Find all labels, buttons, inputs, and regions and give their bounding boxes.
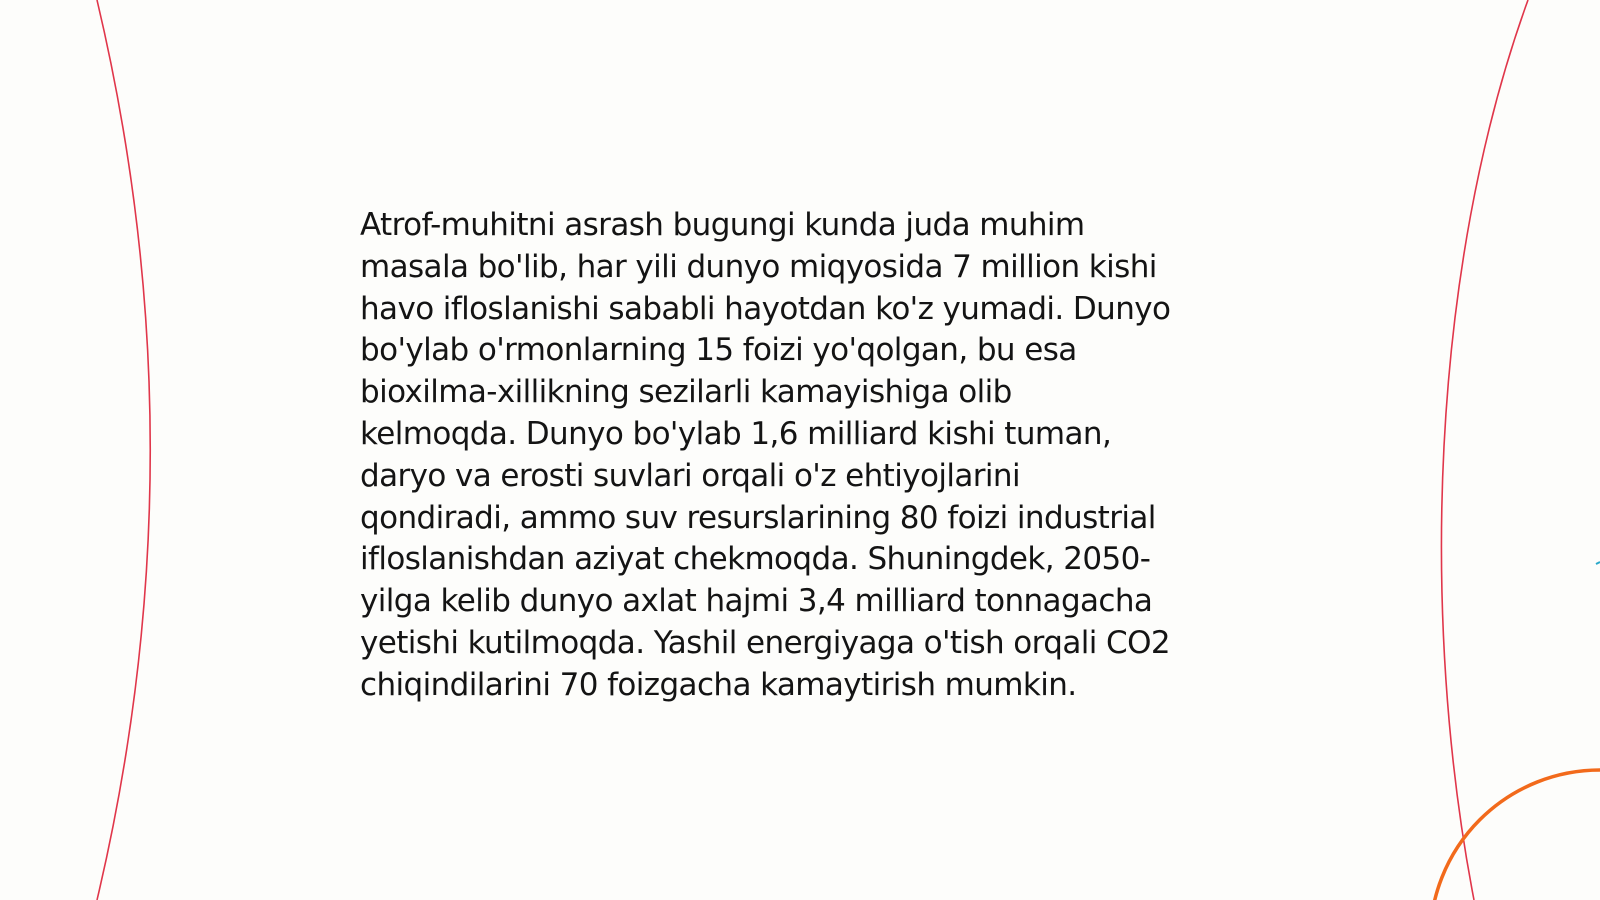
corner-orange-arc <box>1430 770 1600 900</box>
paragraph-line: bioxilma-xillikning sezilarli kamayishiga olib <box>360 374 1012 411</box>
paragraph-line: daryo va erosti suvlari orqali o'z ehtiyojlarini <box>360 457 1020 494</box>
edge-accent-mark <box>1596 562 1600 564</box>
paragraph-line: Atrof-muhitni asrash bugungi kunda juda muhim <box>360 207 1085 243</box>
body-paragraph <box>360 205 1260 707</box>
paragraph-line: kelmoqda. Dunyo bo'ylab 1,6 milliard kishi tuman, <box>360 415 1112 452</box>
paragraph-line: masala bo'lib, har yili dunyo miqyosida 7 million kishi <box>360 248 1157 285</box>
paragraph-line: havo ifloslanishi sababli hayotdan ko'z yumadi. Dunyo <box>360 290 1171 327</box>
paragraph-line: yilga kelib dunyo axlat hajmi 3,4 milliard tonnagacha <box>360 583 1153 620</box>
paragraph-line: chiqindilarini 70 foizgacha kamaytirish mumkin. <box>360 666 1077 703</box>
right-decorative-arc <box>1441 0 1528 900</box>
paragraph-line: ifloslanishdan aziyat chekmoqda. Shuningdek, 2050- <box>360 541 1151 578</box>
paragraph-line: yetishi kutilmoqda. Yashil energiyaga o'tish orqali CO2 <box>360 624 1170 661</box>
left-decorative-arc <box>97 0 150 900</box>
paragraph-line: qondiradi, ammo suv resurslarining 80 foizi industrial <box>360 499 1156 536</box>
paragraph-line: bo'ylab o'rmonlarning 15 foizi yo'qolgan, bu esa <box>360 332 1077 369</box>
